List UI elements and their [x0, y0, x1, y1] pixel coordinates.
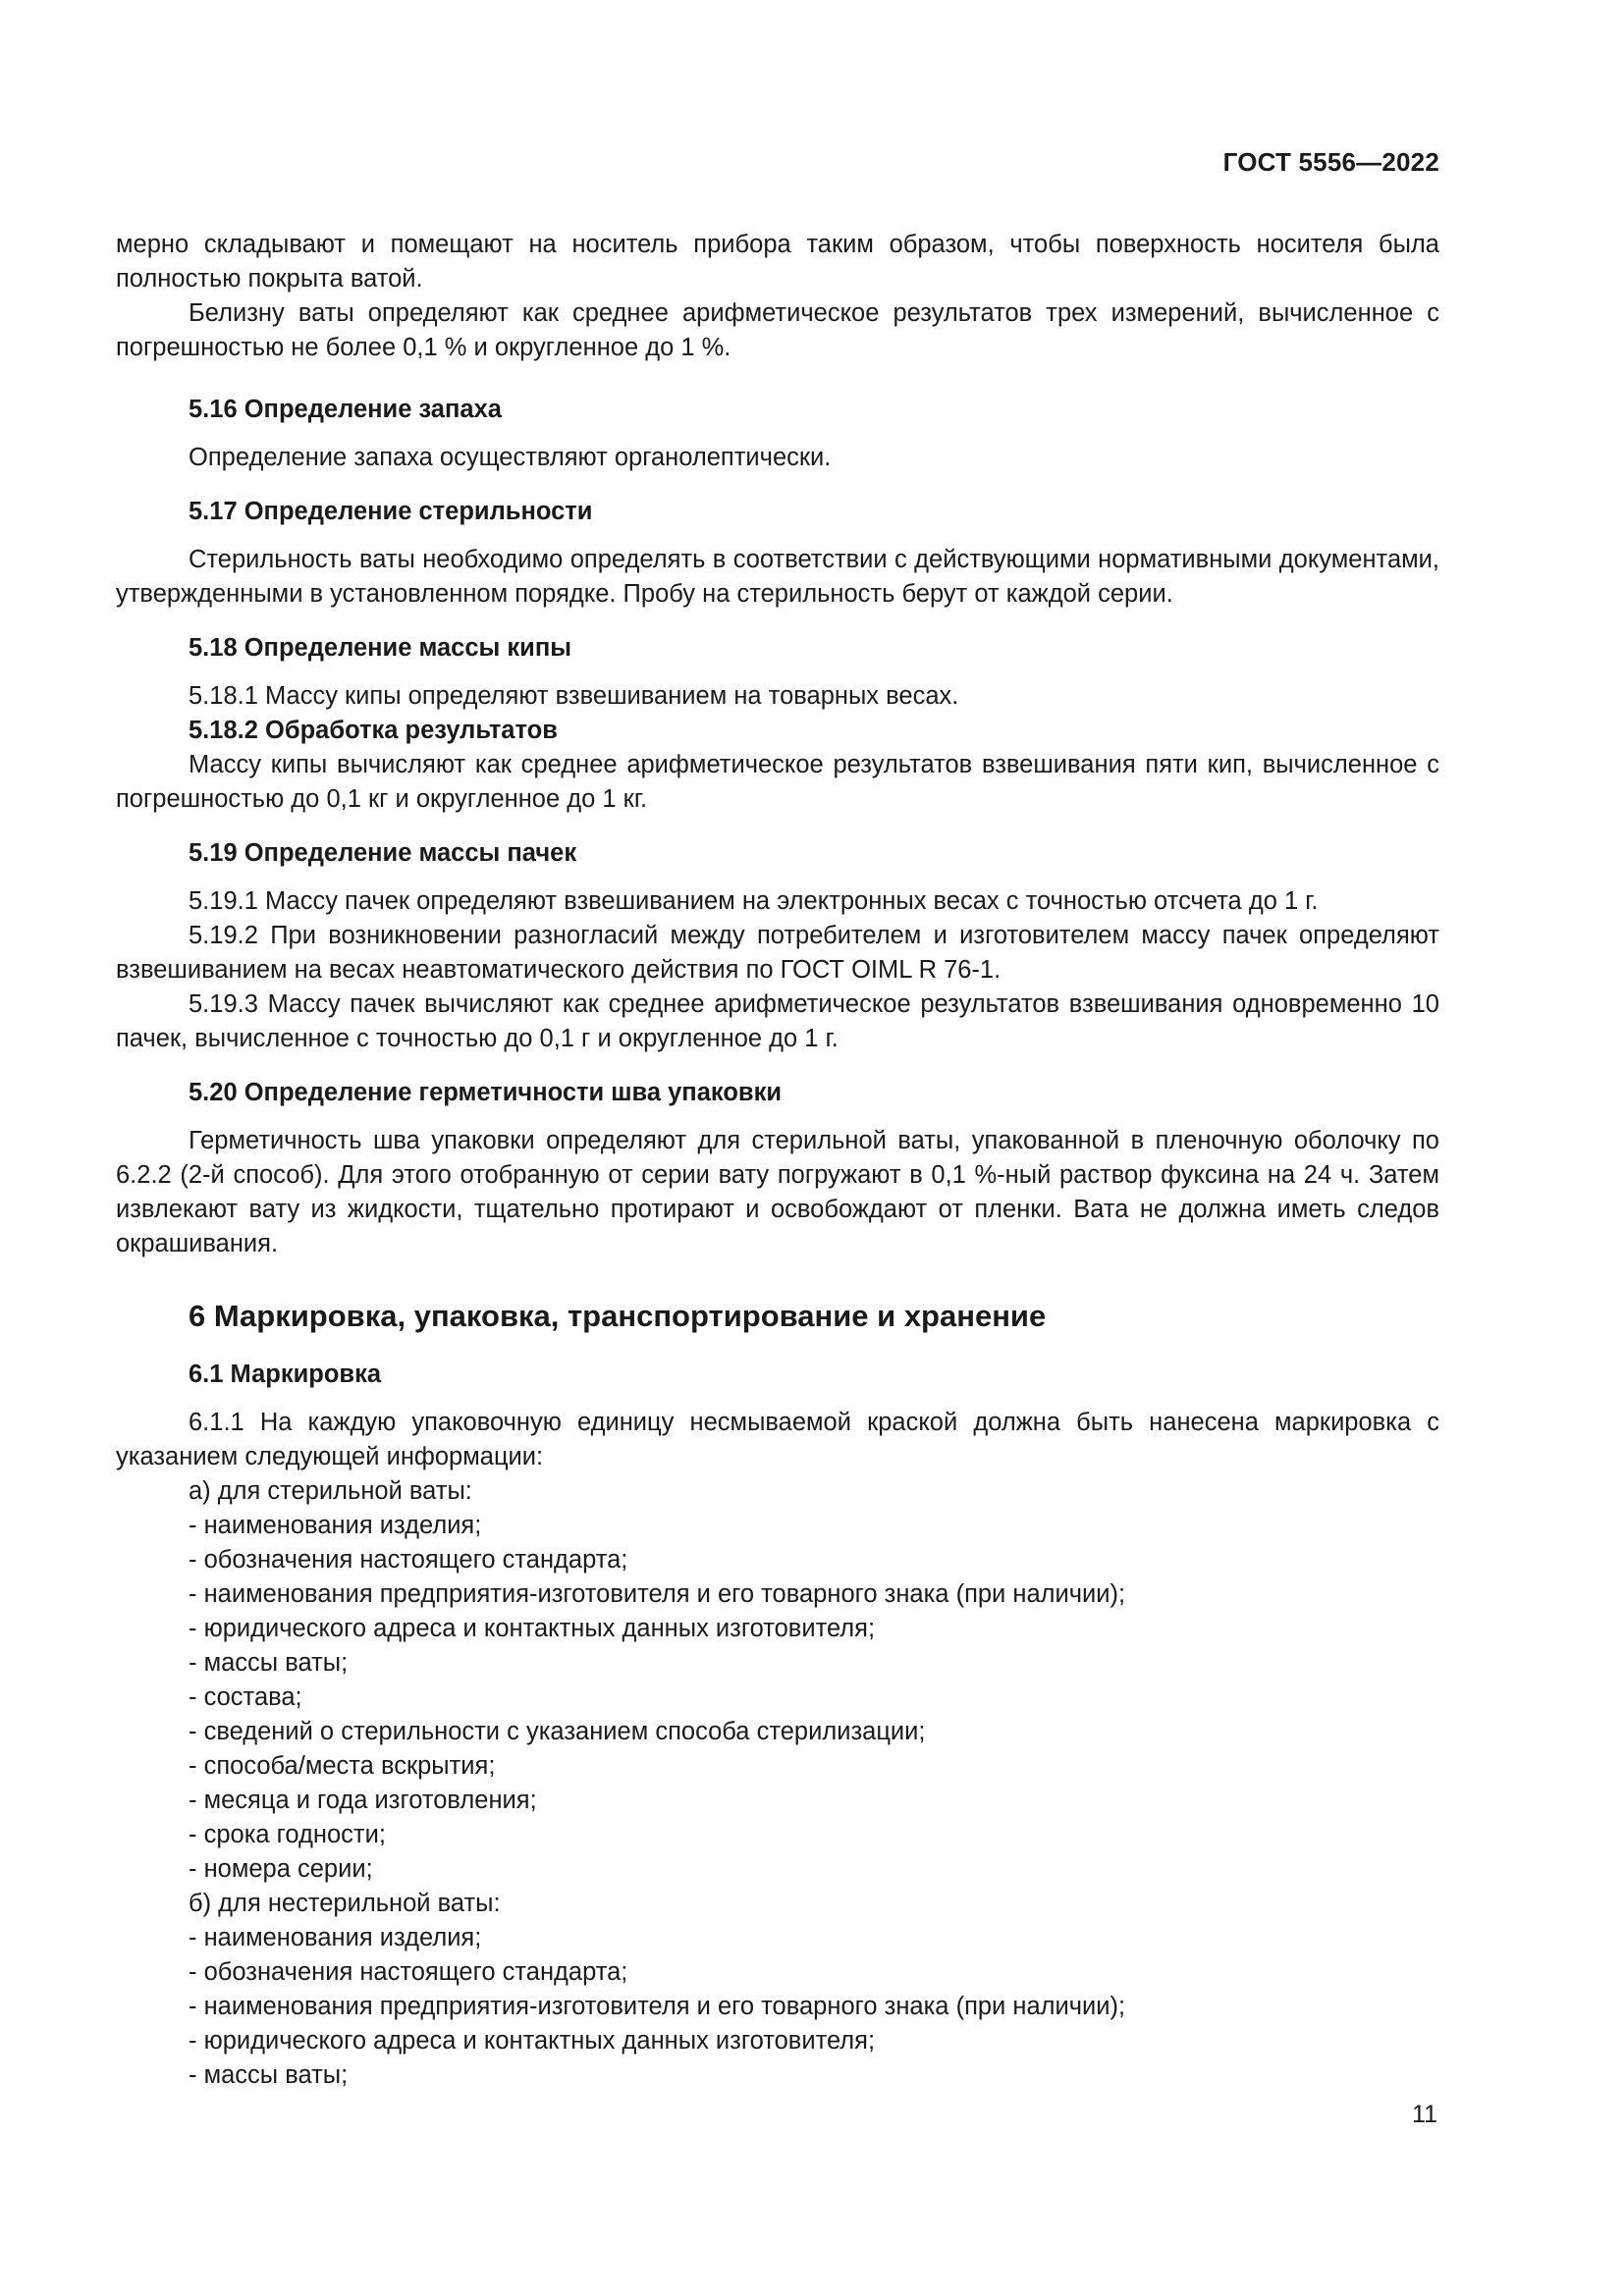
- section-5-18-2-title: 5.18.2 Обработка результатов: [189, 717, 558, 744]
- page-content: [116, 228, 1439, 2093]
- section-5-18-2-text: Массу кипы вычисляют как среднее арифметическое результатов взвешивания пяти кип, вычисленное с погрешностью до 0,1 кг и округленное до 1 кг.: [116, 751, 1439, 813]
- section-5-16-text: Определение запаха осуществляют органолептически.: [189, 444, 832, 471]
- list-item: - юридического адреса и контактных данных изготовителя;: [189, 1615, 876, 1642]
- list-item: - месяца и года изготовления;: [189, 1787, 537, 1814]
- section-5-19-2-text: 5.19.2 При возникновении разногласий между потребителем и изготовителем массу пачек определяют взвешиванием на весах неавтоматического действия по ГОСТ OIML R 76-1.: [116, 922, 1439, 984]
- section-6-1-title: 6.1 Маркировка: [189, 1361, 382, 1388]
- list-a-title: а) для стерильной ваты:: [189, 1477, 472, 1505]
- list-item: - наименования предприятия-изготовителя и его товарного знака (при наличии);: [189, 1580, 1126, 1608]
- section-5-17-text: Стерильность ваты необходимо определять в соответствии с действующими нормативными документами, утвержденными в установленном порядке. Пробу на стерильность берут от каждой серии.: [116, 546, 1439, 608]
- page-number: 11: [1412, 2101, 1437, 2128]
- document-code: ГОСТ 5556—2022: [1222, 147, 1439, 177]
- list-item: - способа/места вскрытия;: [189, 1752, 496, 1780]
- section-5-19-title: 5.19 Определение массы пачек: [189, 839, 577, 867]
- list-item: - массы ваты;: [189, 1649, 349, 1677]
- paragraph-continuation: мерно складывают и помещают на носитель прибора таким образом, чтобы поверхность носителя была полностью покрыта ватой.: [116, 231, 1439, 293]
- list-item: - состава;: [189, 1683, 302, 1711]
- section-6-title: 6 Маркировка, упаковка, транспортирование и хранение: [189, 1299, 1047, 1333]
- list-item: - обозначения настоящего стандарта;: [189, 1958, 628, 1986]
- list-item: - массы ваты;: [189, 2061, 349, 2089]
- section-5-18-title: 5.18 Определение массы кипы: [189, 634, 572, 662]
- list-item: - сведений о стерильности с указанием способа стерилизации;: [189, 1718, 926, 1745]
- section-5-20-title: 5.20 Определение герметичности шва упаковки: [189, 1079, 783, 1106]
- list-item: - обозначения настоящего стандарта;: [189, 1546, 628, 1574]
- list-sterile: [116, 1509, 1439, 1887]
- section-6-1-1-text: 6.1.1 На каждую упаковочную единицу несмываемой краской должна быть нанесена маркировка с указанием следующей информации:: [116, 1409, 1439, 1470]
- paragraph-whiteness: Белизну ваты определяют как среднее арифметическое результатов трех измерений, вычисленное с погрешностью не более 0,1 % и округленное до 1 %.: [116, 299, 1439, 361]
- list-item: - срока годности;: [189, 1821, 386, 1848]
- list-item: - наименования предприятия-изготовителя и его товарного знака (при наличии);: [189, 1993, 1126, 2020]
- section-5-16-title: 5.16 Определение запаха: [189, 396, 502, 423]
- list-item: - наименования изделия;: [189, 1512, 482, 1539]
- list-b-title: б) для нестерильной ваты:: [189, 1890, 501, 1917]
- list-item: - юридического адреса и контактных данных изготовителя;: [189, 2027, 876, 2055]
- section-5-19-1-text: 5.19.1 Массу пачек определяют взвешиванием на электронных весах с точностью отсчета до 1 г.: [189, 887, 1319, 915]
- section-5-17-title: 5.17 Определение стерильности: [189, 498, 593, 525]
- list-item: - номера серии;: [189, 1855, 373, 1883]
- section-5-19-3-text: 5.19.3 Массу пачек вычисляют как среднее арифметическое результатов взвешивания одновременно 10 пачек, вычисленное с точностью до 0,1 г и округленное до 1 г.: [116, 990, 1439, 1052]
- list-nonsterile: [116, 1921, 1439, 2093]
- list-item: - наименования изделия;: [189, 1924, 482, 1951]
- section-5-20-text: Герметичность шва упаковки определяют для стерильной ваты, упакованной в пленочную оболочку по 6.2.2 (2-й способ). Для этого отобранную от серии вату погружают в 0,1 %-ный раствор фуксина на 24 ч. Затем извлекают вату из жидкости, тщательно протирают и освобождают от пленки. Вата не должна иметь следов окрашивания.: [116, 1127, 1439, 1257]
- section-5-18-1-text: 5.18.1 Массу кипы определяют взвешиванием на товарных весах.: [189, 682, 959, 710]
